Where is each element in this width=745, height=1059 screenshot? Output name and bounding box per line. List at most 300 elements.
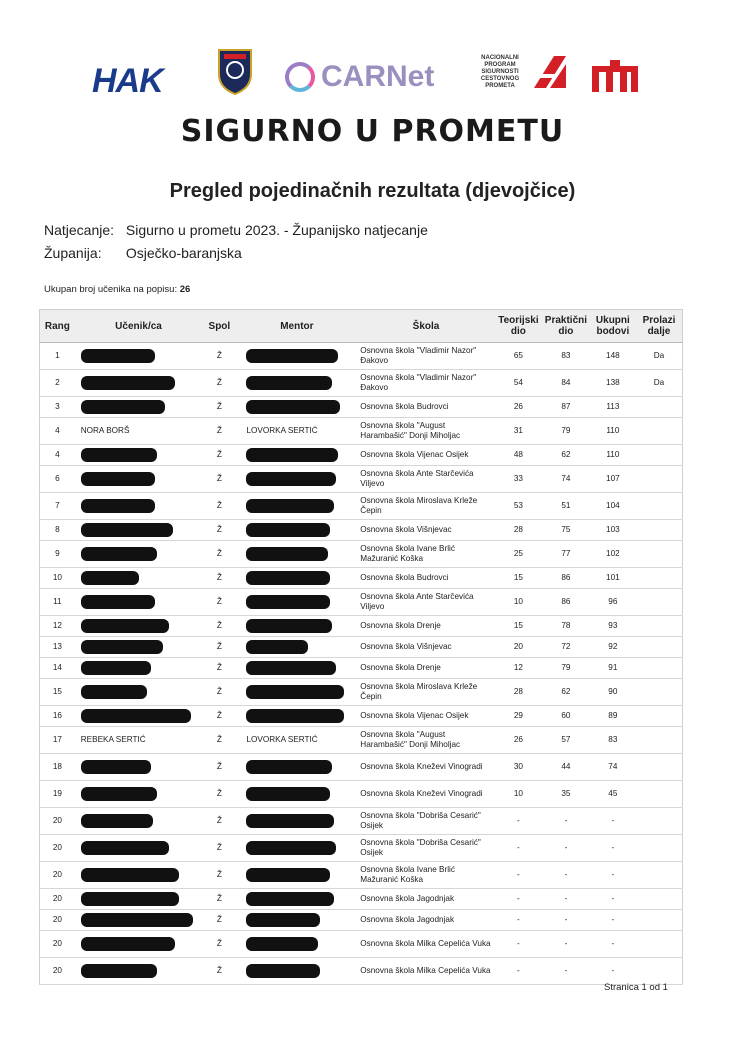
cell-spol: Ž — [202, 637, 236, 658]
table-row — [40, 910, 683, 931]
cell-rang: 15 — [40, 679, 75, 706]
cell-spol: Ž — [202, 418, 236, 445]
cell-ucenik: NORA BORŠ — [75, 418, 203, 445]
cell-ukupni: - — [590, 808, 636, 835]
redaction-mark — [81, 472, 155, 486]
cell-rang: 9 — [40, 541, 75, 568]
redaction-mark — [81, 787, 157, 801]
cell-ukupni: 101 — [590, 568, 636, 589]
cell-ukupni: 83 — [590, 727, 636, 754]
redaction-mark — [81, 868, 179, 882]
cell-prolazi — [636, 754, 683, 781]
cell-ukupni: 91 — [590, 658, 636, 679]
redaction-mark — [246, 661, 336, 675]
cell-rang: 7 — [40, 493, 75, 520]
redaction-mark — [81, 547, 157, 561]
cell-spol: Ž — [202, 616, 236, 637]
col-skola: Škola — [357, 310, 494, 343]
cell-prakticni: 83 — [542, 343, 590, 370]
cell-teorijski: - — [495, 808, 542, 835]
cell-rang: 4 — [40, 418, 75, 445]
cell-skola: Osnovna škola Milka Cepelića Vuka — [357, 958, 494, 985]
cell-mentor — [236, 754, 357, 781]
cell-spol: Ž — [202, 808, 236, 835]
cell-ukupni: 93 — [590, 616, 636, 637]
table-row — [40, 808, 683, 835]
cell-prolazi — [636, 445, 683, 466]
cell-teorijski: 65 — [495, 343, 542, 370]
cell-skola: Osnovna škola "August Harambašić" Donji Miholjac — [357, 418, 494, 445]
cell-mentor — [236, 520, 357, 541]
redaction-mark — [81, 913, 193, 927]
cell-teorijski: 31 — [495, 418, 542, 445]
redaction-mark — [246, 547, 328, 561]
cell-teorijski: - — [495, 910, 542, 931]
redaction-mark — [81, 892, 179, 906]
cell-ucenik — [75, 370, 203, 397]
cell-spol: Ž — [202, 727, 236, 754]
cell-prolazi — [636, 493, 683, 520]
cell-prakticni: 72 — [542, 637, 590, 658]
cell-prakticni: - — [542, 808, 590, 835]
redaction-mark — [81, 619, 169, 633]
redaction-mark — [81, 523, 173, 537]
cell-teorijski: 10 — [495, 589, 542, 616]
table-row — [40, 493, 683, 520]
col-rang: Rang — [40, 310, 75, 343]
carnet-logo — [285, 60, 434, 94]
redaction-mark — [81, 400, 165, 414]
table-row — [40, 445, 683, 466]
redaction-mark — [246, 349, 338, 363]
cell-ucenik — [75, 706, 203, 727]
cell-prakticni: - — [542, 889, 590, 910]
cell-rang: 20 — [40, 889, 75, 910]
cell-prolazi — [636, 706, 683, 727]
cell-skola: Osnovna škola "Vladimir Nazor" Đakovo — [357, 370, 494, 397]
cell-prolazi — [636, 931, 683, 958]
page-title: SIGURNO U PROMETU — [180, 114, 565, 149]
cell-teorijski: - — [495, 931, 542, 958]
cell-mentor — [236, 679, 357, 706]
cell-prakticni: - — [542, 910, 590, 931]
cell-skola: Osnovna škola Kneževi Vinogradi — [357, 781, 494, 808]
cell-prolazi: Da — [636, 343, 683, 370]
redaction-mark — [246, 595, 330, 609]
cell-spol: Ž — [202, 343, 236, 370]
cell-prolazi — [636, 679, 683, 706]
cell-spol: Ž — [202, 862, 236, 889]
cell-ukupni: 110 — [590, 418, 636, 445]
cell-skola: Osnovna škola Miroslava Krleže Čepin — [357, 679, 494, 706]
carnet-ring-icon — [285, 62, 315, 92]
page-number: Stranica 1 od 1 — [604, 982, 668, 993]
redaction-mark — [246, 913, 320, 927]
cell-mentor — [236, 493, 357, 520]
cell-skola: Osnovna škola Ivane Brlić Mažuranić Koška — [357, 862, 494, 889]
cell-rang: 8 — [40, 520, 75, 541]
redaction-mark — [81, 841, 169, 855]
cell-prakticni: 57 — [542, 727, 590, 754]
cell-rang: 6 — [40, 466, 75, 493]
redaction-mark — [81, 499, 155, 513]
redaction-mark — [246, 937, 318, 951]
redaction-mark — [246, 571, 330, 585]
table-row — [40, 679, 683, 706]
cell-teorijski: 53 — [495, 493, 542, 520]
cell-prolazi — [636, 541, 683, 568]
redaction-mark — [246, 760, 332, 774]
table-header-row — [40, 310, 683, 343]
cell-ucenik — [75, 466, 203, 493]
cell-ukupni: - — [590, 835, 636, 862]
cell-mentor — [236, 658, 357, 679]
cell-ucenik — [75, 808, 203, 835]
cell-mentor — [236, 466, 357, 493]
table-row — [40, 658, 683, 679]
police-badge-icon — [216, 46, 254, 96]
cell-teorijski: 26 — [495, 727, 542, 754]
cell-prolazi — [636, 889, 683, 910]
cell-ucenik — [75, 781, 203, 808]
redaction-mark — [246, 472, 336, 486]
cell-ukupni: - — [590, 862, 636, 889]
table-row — [40, 541, 683, 568]
cell-skola: Osnovna škola "Dobriša Cesarić" Osijek — [357, 808, 494, 835]
cell-ucenik: REBEKA SERTIĆ — [75, 727, 203, 754]
cell-teorijski: 30 — [495, 754, 542, 781]
cell-skola: Osnovna škola Ante Starčevića Viljevo — [357, 589, 494, 616]
redaction-mark — [81, 964, 157, 978]
redaction-mark — [81, 685, 147, 699]
cell-rang: 19 — [40, 781, 75, 808]
redaction-mark — [246, 787, 330, 801]
cell-prakticni: 79 — [542, 658, 590, 679]
cell-prakticni: 87 — [542, 397, 590, 418]
redaction-mark — [246, 868, 330, 882]
redaction-mark — [246, 499, 334, 513]
cell-ucenik — [75, 616, 203, 637]
cell-spol: Ž — [202, 541, 236, 568]
cell-mentor — [236, 706, 357, 727]
cell-prolazi — [636, 862, 683, 889]
cell-mentor — [236, 835, 357, 862]
cell-spol: Ž — [202, 397, 236, 418]
cell-teorijski: 29 — [495, 706, 542, 727]
cell-spol: Ž — [202, 370, 236, 397]
redaction-mark — [246, 400, 340, 414]
cell-rang: 4 — [40, 445, 75, 466]
redaction-mark — [81, 640, 163, 654]
cell-mentor — [236, 958, 357, 985]
table-row — [40, 418, 683, 445]
cell-mentor — [236, 862, 357, 889]
cell-ucenik — [75, 835, 203, 862]
redaction-mark — [81, 709, 191, 723]
cell-ukupni: 92 — [590, 637, 636, 658]
cell-mentor — [236, 808, 357, 835]
cell-rang: 12 — [40, 616, 75, 637]
cell-teorijski: - — [495, 889, 542, 910]
cell-prakticni: 75 — [542, 520, 590, 541]
cell-rang: 17 — [40, 727, 75, 754]
cell-ukupni: 110 — [590, 445, 636, 466]
cell-prolazi — [636, 568, 683, 589]
cell-spol: Ž — [202, 466, 236, 493]
table-row — [40, 343, 683, 370]
cell-mentor — [236, 637, 357, 658]
cell-skola: Osnovna škola Višnjevac — [357, 520, 494, 541]
col-ucenik: Učenik/ca — [75, 310, 203, 343]
redaction-mark — [246, 523, 330, 537]
redaction-mark — [246, 892, 334, 906]
cell-prolazi — [636, 910, 683, 931]
cell-spol: Ž — [202, 706, 236, 727]
cell-prakticni: - — [542, 835, 590, 862]
county-line — [44, 245, 242, 261]
cell-skola: Osnovna škola "Dobriša Cesarić" Osijek — [357, 835, 494, 862]
table-row — [40, 835, 683, 862]
results-table — [39, 309, 683, 985]
cell-ucenik — [75, 520, 203, 541]
cell-prolazi — [636, 637, 683, 658]
cell-rang: 1 — [40, 343, 75, 370]
cell-rang: 13 — [40, 637, 75, 658]
cell-teorijski: 20 — [495, 637, 542, 658]
cell-mentor: LOVORKA SERTIĆ — [236, 727, 357, 754]
table-row — [40, 889, 683, 910]
col-ukupni: Ukupni bodovi — [590, 310, 636, 343]
table-row — [40, 370, 683, 397]
cell-ucenik — [75, 931, 203, 958]
cell-ukupni: 113 — [590, 397, 636, 418]
cell-prakticni: 74 — [542, 466, 590, 493]
cell-mentor: LOVORKA SERTIĆ — [236, 418, 357, 445]
cell-prakticni: 62 — [542, 679, 590, 706]
cell-spol: Ž — [202, 445, 236, 466]
cell-ucenik — [75, 397, 203, 418]
cell-ukupni: 148 — [590, 343, 636, 370]
cell-rang: 20 — [40, 931, 75, 958]
student-count-value: 26 — [179, 284, 191, 295]
cell-skola: Osnovna škola Miroslava Krleže Čepin — [357, 493, 494, 520]
logo-bar — [0, 40, 745, 104]
cell-prakticni: 79 — [542, 418, 590, 445]
cell-teorijski: 28 — [495, 679, 542, 706]
cell-prolazi — [636, 781, 683, 808]
table-row — [40, 931, 683, 958]
cell-ucenik — [75, 493, 203, 520]
cell-skola: Osnovna škola Drenje — [357, 616, 494, 637]
cell-mentor — [236, 589, 357, 616]
cell-spol: Ž — [202, 931, 236, 958]
cell-mentor — [236, 781, 357, 808]
redaction-mark — [246, 964, 320, 978]
cell-ukupni: - — [590, 889, 636, 910]
cell-ukupni: - — [590, 910, 636, 931]
cell-spol: Ž — [202, 568, 236, 589]
carnet-logo-text: CARNet — [321, 60, 435, 93]
cell-prolazi — [636, 727, 683, 754]
cell-mentor — [236, 445, 357, 466]
county-label: Županija: — [44, 245, 102, 261]
redaction-mark — [246, 619, 332, 633]
student-count — [44, 284, 190, 295]
cell-rang: 20 — [40, 862, 75, 889]
cell-spol: Ž — [202, 958, 236, 985]
redaction-mark — [246, 640, 308, 654]
redaction-mark — [246, 814, 334, 828]
redaction-mark — [246, 841, 336, 855]
table-row — [40, 706, 683, 727]
cell-ukupni: 103 — [590, 520, 636, 541]
cell-ukupni: 96 — [590, 589, 636, 616]
npsp-logo-text: NACIONALNI PROGRAM SIGURNOSTI CESTOVNOG PROMETA — [480, 54, 520, 89]
table-row — [40, 781, 683, 808]
cell-prakticni: 84 — [542, 370, 590, 397]
redaction-mark — [81, 595, 155, 609]
table-row — [40, 862, 683, 889]
table-row — [40, 637, 683, 658]
cell-spol: Ž — [202, 679, 236, 706]
cell-prakticni: 51 — [542, 493, 590, 520]
cell-ukupni: 45 — [590, 781, 636, 808]
table-row — [40, 520, 683, 541]
col-prakticni: Praktični dio — [542, 310, 590, 343]
cell-skola: Osnovna škola Ivane Brlić Mažuranić Koška — [357, 541, 494, 568]
mup-logo-icon — [590, 58, 640, 94]
cell-teorijski: - — [495, 958, 542, 985]
cell-mentor — [236, 931, 357, 958]
cell-ukupni: - — [590, 958, 636, 985]
cell-rang: 2 — [40, 370, 75, 397]
npsp-mark-icon — [532, 54, 568, 90]
cell-skola: Osnovna škola Ante Starčevića Viljevo — [357, 466, 494, 493]
redaction-mark — [246, 709, 344, 723]
cell-teorijski: 28 — [495, 520, 542, 541]
cell-skola: Osnovna škola Višnjevac — [357, 637, 494, 658]
cell-prakticni: - — [542, 862, 590, 889]
cell-prolazi — [636, 958, 683, 985]
cell-ucenik — [75, 910, 203, 931]
cell-mentor — [236, 370, 357, 397]
cell-rang: 3 — [40, 397, 75, 418]
cell-prolazi — [636, 808, 683, 835]
table-row — [40, 466, 683, 493]
cell-teorijski: 54 — [495, 370, 542, 397]
redaction-mark — [81, 937, 175, 951]
cell-teorijski: 48 — [495, 445, 542, 466]
cell-skola: Osnovna škola Kneževi Vinogradi — [357, 754, 494, 781]
table-row — [40, 589, 683, 616]
cell-teorijski: - — [495, 835, 542, 862]
cell-prakticni: 86 — [542, 589, 590, 616]
cell-rang: 10 — [40, 568, 75, 589]
cell-skola: Osnovna škola Budrovci — [357, 397, 494, 418]
cell-mentor — [236, 889, 357, 910]
cell-prolazi: Da — [636, 370, 683, 397]
cell-teorijski: 26 — [495, 397, 542, 418]
cell-ukupni: 138 — [590, 370, 636, 397]
cell-skola: Osnovna škola Jagodnjak — [357, 910, 494, 931]
cell-rang: 18 — [40, 754, 75, 781]
cell-spol: Ž — [202, 493, 236, 520]
cell-mentor — [236, 397, 357, 418]
cell-ucenik — [75, 541, 203, 568]
cell-prolazi — [636, 835, 683, 862]
cell-spol: Ž — [202, 781, 236, 808]
cell-ucenik — [75, 637, 203, 658]
cell-teorijski: 12 — [495, 658, 542, 679]
cell-mentor — [236, 910, 357, 931]
cell-ucenik — [75, 889, 203, 910]
cell-prolazi — [636, 589, 683, 616]
cell-ukupni: 107 — [590, 466, 636, 493]
student-count-label: Ukupan broj učenika na popisu: — [44, 284, 178, 295]
cell-rang: 16 — [40, 706, 75, 727]
cell-spol: Ž — [202, 754, 236, 781]
cell-spol: Ž — [202, 910, 236, 931]
cell-prakticni: 44 — [542, 754, 590, 781]
redaction-mark — [81, 349, 155, 363]
county-value: Osječko-baranjska — [125, 245, 242, 261]
cell-prakticni: 78 — [542, 616, 590, 637]
table-row — [40, 727, 683, 754]
cell-skola: Osnovna škola Budrovci — [357, 568, 494, 589]
competition-line — [44, 222, 428, 238]
table-row — [40, 616, 683, 637]
cell-prakticni: 60 — [542, 706, 590, 727]
cell-mentor — [236, 616, 357, 637]
cell-ucenik — [75, 862, 203, 889]
cell-ukupni: 102 — [590, 541, 636, 568]
cell-prolazi — [636, 616, 683, 637]
cell-spol: Ž — [202, 658, 236, 679]
cell-ucenik — [75, 658, 203, 679]
cell-teorijski: 33 — [495, 466, 542, 493]
col-mentor: Mentor — [236, 310, 357, 343]
col-prolazi: Prolazi dalje — [636, 310, 683, 343]
cell-teorijski: 15 — [495, 568, 542, 589]
cell-ukupni: 104 — [590, 493, 636, 520]
cell-ucenik — [75, 958, 203, 985]
cell-rang: 20 — [40, 835, 75, 862]
cell-ucenik — [75, 445, 203, 466]
cell-prolazi — [636, 466, 683, 493]
table-row — [40, 568, 683, 589]
cell-skola: Osnovna škola "Vladimir Nazor" Đakovo — [357, 343, 494, 370]
cell-rang: 20 — [40, 958, 75, 985]
cell-teorijski: 15 — [495, 616, 542, 637]
cell-ukupni: - — [590, 931, 636, 958]
cell-mentor — [236, 541, 357, 568]
redaction-mark — [81, 814, 153, 828]
cell-ukupni: 74 — [590, 754, 636, 781]
table-body — [40, 343, 683, 985]
cell-ucenik — [75, 343, 203, 370]
cell-ukupni: 89 — [590, 706, 636, 727]
redaction-mark — [246, 376, 332, 390]
cell-ucenik — [75, 679, 203, 706]
cell-prakticni: 77 — [542, 541, 590, 568]
redaction-mark — [81, 571, 139, 585]
cell-rang: 11 — [40, 589, 75, 616]
cell-skola: Osnovna škola "August Harambašić" Donji Miholjac — [357, 727, 494, 754]
competition-value: Sigurno u prometu 2023. - Županijsko natjecanje — [125, 222, 428, 238]
table-row — [40, 958, 683, 985]
page-subtitle: Pregled pojedinačnih rezultata (djevojčice) — [169, 180, 576, 202]
col-teorijski: Teorijski dio — [495, 310, 542, 343]
